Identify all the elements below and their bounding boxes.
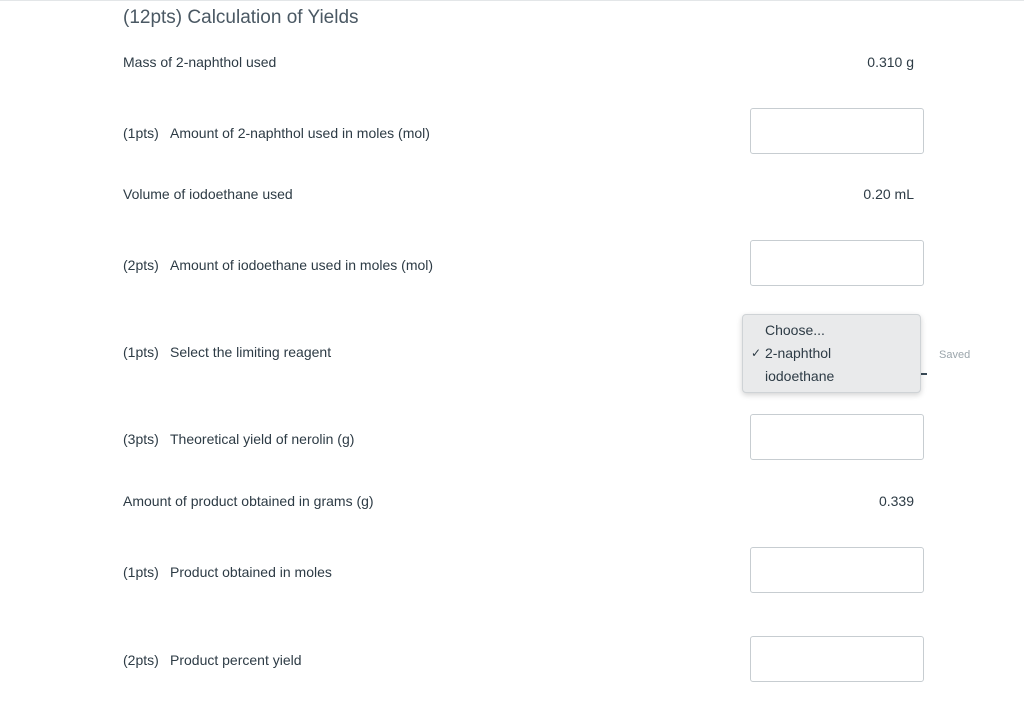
- points-label: (3pts): [123, 431, 159, 447]
- limiting-reagent-select-edge: [921, 373, 927, 375]
- section-title: (12pts) Calculation of Yields: [123, 7, 359, 28]
- points-label: (1pts): [123, 125, 159, 141]
- product-grams-label: Amount of product obtained in grams (g): [123, 493, 374, 509]
- mass-naphthol-value: 0.310 g: [867, 54, 914, 70]
- volume-iodoethane-label: Volume of iodoethane used: [123, 186, 293, 202]
- check-icon: ✓: [751, 346, 762, 360]
- top-divider: [0, 0, 1024, 1]
- mass-naphthol-label: Mass of 2-naphthol used: [123, 54, 277, 70]
- theoretical-yield-input[interactable]: [750, 414, 924, 460]
- product-moles-question: [123, 563, 332, 581]
- product-grams-value: 0.339: [878, 493, 914, 509]
- question-text: Select the limiting reagent: [170, 344, 332, 360]
- moles-naphthol-input[interactable]: [750, 108, 924, 154]
- points-label: (1pts): [123, 564, 159, 580]
- moles-naphthol-question: [123, 124, 430, 142]
- moles-iodoethane-input[interactable]: [750, 240, 924, 286]
- points-label: (2pts): [123, 257, 159, 273]
- theoretical-yield-question: [123, 430, 354, 448]
- product-moles-input[interactable]: [750, 547, 924, 593]
- points-label: (2pts): [123, 652, 159, 668]
- volume-iodoethane-value: 0.20 mL: [863, 186, 914, 202]
- limiting-reagent-dropdown[interactable]: [742, 314, 921, 393]
- saved-status: Saved: [939, 349, 971, 361]
- dropdown-option-choose[interactable]: Choose...: [765, 322, 825, 338]
- question-text: Product obtained in moles: [170, 564, 332, 580]
- percent-yield-input[interactable]: [750, 636, 924, 682]
- dropdown-option-iodoethane[interactable]: iodoethane: [765, 368, 835, 384]
- moles-iodoethane-question: [123, 256, 433, 274]
- question-text: Theoretical yield of nerolin (g): [170, 431, 355, 447]
- percent-yield-question: [123, 651, 302, 669]
- points-label: (1pts): [123, 344, 159, 360]
- question-text: Amount of iodoethane used in moles (mol): [170, 257, 434, 273]
- question-text: Product percent yield: [170, 652, 302, 668]
- question-text: Amount of 2-naphthol used in moles (mol): [170, 125, 430, 141]
- dropdown-option-naphthol[interactable]: 2-naphthol: [765, 345, 832, 361]
- limiting-reagent-question: [123, 343, 331, 361]
